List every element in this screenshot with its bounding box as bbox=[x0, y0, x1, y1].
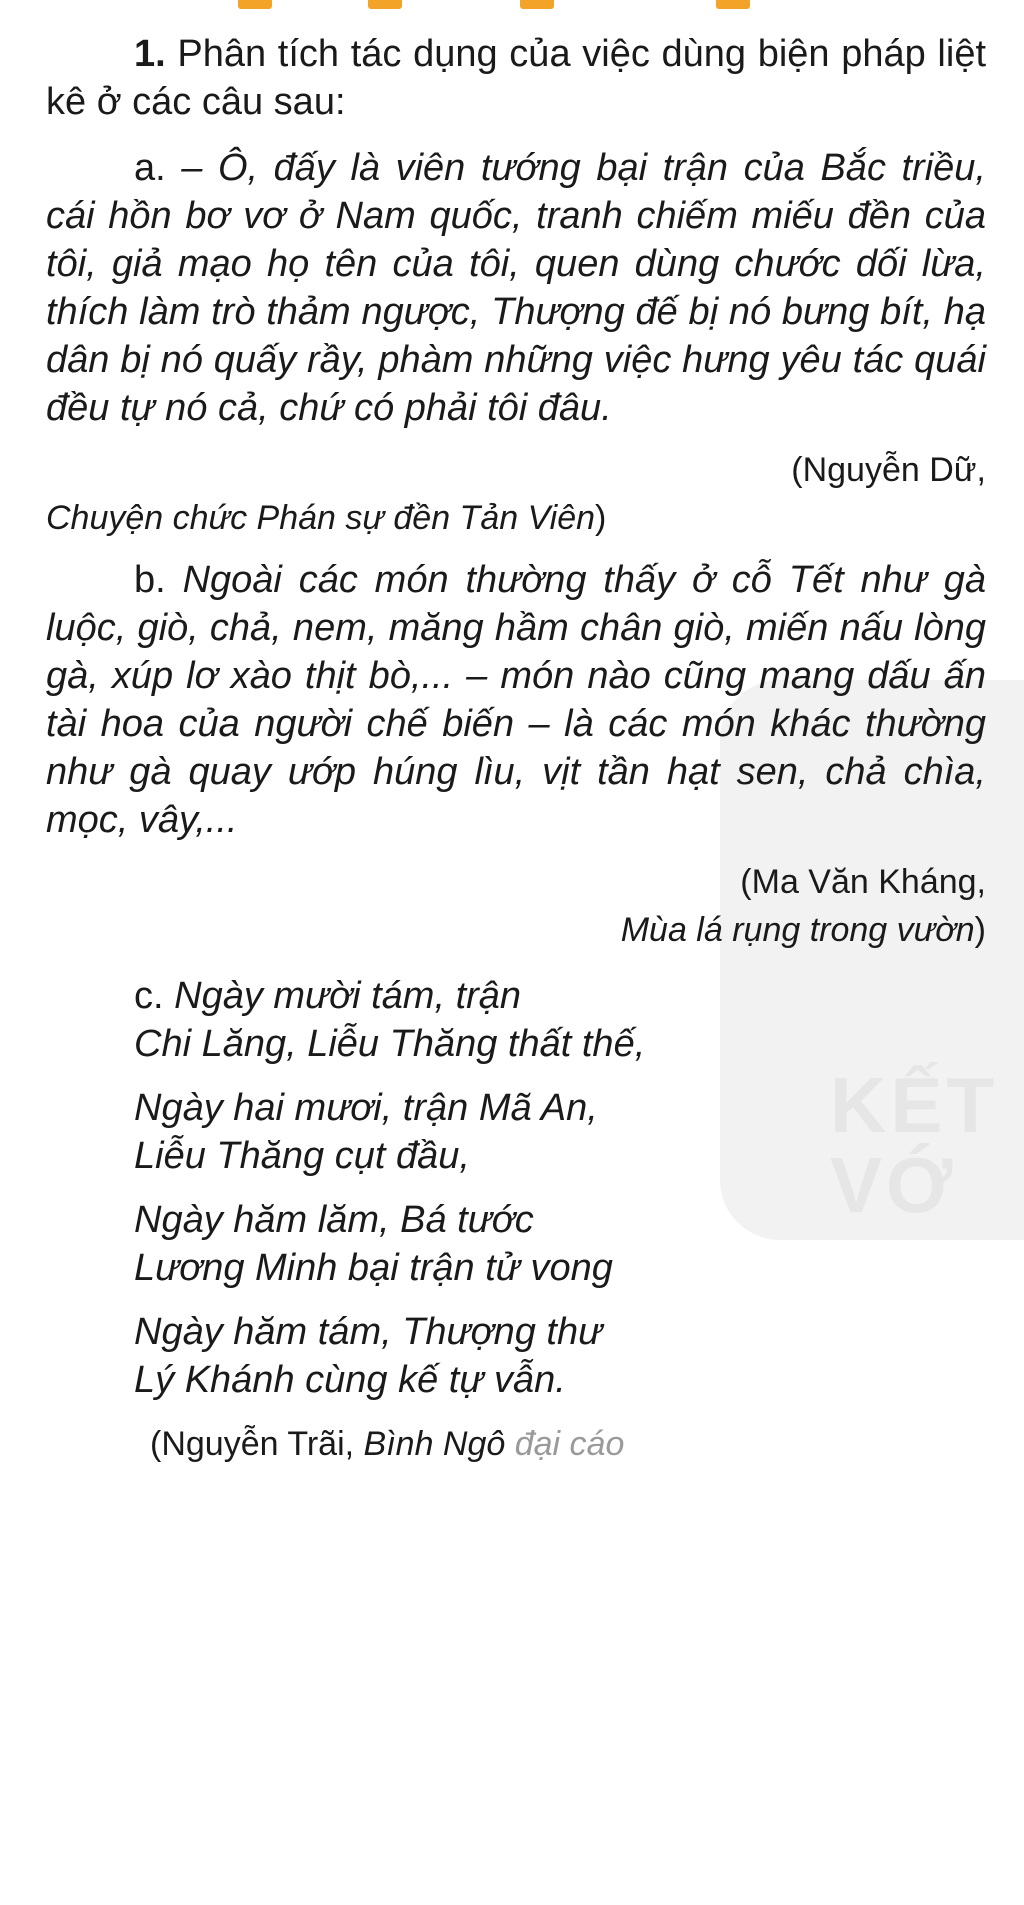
top-decoration bbox=[0, 0, 1024, 12]
excerpt-b-source-close: ) bbox=[974, 911, 986, 949]
excerpt-b-source bbox=[46, 858, 986, 954]
excerpt-a-text: – Ô, đấy là viên tướng bại trận của Bắc triều, cái hồn bơ vơ ở Nam quốc, tranh chiếm miếu đền của tôi, giả mạo họ tên của tôi, quen dùng chước dối lừa, thích làm trò thảm ngược, Thượng đế bị nó bưng bít, hạ dân bị nó quấy rầy, phàm những việc hưng yêu tác quái đều tự nó cả, chứ có phải tôi đâu. bbox=[46, 147, 986, 429]
poem-line: Ngày hai mươi, trận Mã An, bbox=[134, 1087, 598, 1129]
task-instruction bbox=[46, 30, 986, 126]
excerpt-a bbox=[46, 144, 986, 432]
decoration-segment bbox=[716, 0, 750, 9]
watermark-text-line1: KẾT bbox=[830, 1061, 998, 1149]
decoration-segment bbox=[520, 0, 554, 9]
decoration-segment bbox=[368, 0, 402, 9]
excerpt-a-source-close: ) bbox=[595, 499, 607, 537]
excerpt-c-work-faded: đại cáo bbox=[505, 1425, 625, 1463]
excerpt-a-author: (Nguyễn Dữ, bbox=[791, 451, 986, 489]
excerpt-c-author: (Nguyễn Trãi, bbox=[150, 1425, 364, 1463]
page-content bbox=[46, 30, 986, 1468]
task-number: 1. bbox=[134, 33, 166, 75]
poem-line: c. Ngày mười tám, trận bbox=[134, 975, 522, 1017]
poem-stanza bbox=[134, 1308, 986, 1404]
excerpt-b-work: Mùa lá rụng trong vườn bbox=[620, 911, 975, 949]
excerpt-b-author: (Ma Văn Kháng, bbox=[740, 863, 986, 901]
poem-line: Lương Minh bại trận tử vong bbox=[134, 1247, 613, 1289]
poem-line: Ngày hăm lăm, Bá tước bbox=[134, 1199, 534, 1241]
poem-stanza bbox=[134, 1196, 986, 1292]
decoration-segment bbox=[238, 0, 272, 9]
poem-line: Ngày hăm tám, Thượng thư bbox=[134, 1311, 603, 1353]
watermark-text-line2: VỚ bbox=[830, 1141, 957, 1229]
task-text: Phân tích tác dụng của việc dùng biện pháp liệt kê ở các câu sau: bbox=[46, 33, 987, 123]
poem-line: Liễu Thăng cụt đầu, bbox=[134, 1135, 470, 1177]
excerpt-b bbox=[46, 556, 986, 844]
excerpt-c-poem bbox=[134, 972, 986, 1404]
poem-line: Chi Lăng, Liễu Thăng thất thế, bbox=[134, 1023, 646, 1065]
excerpt-a-work: Chuyện chức Phán sự đền Tản Viên bbox=[46, 499, 596, 537]
excerpt-c-source bbox=[150, 1420, 986, 1468]
poem-stanza bbox=[134, 1084, 986, 1180]
excerpt-b-text: Ngoài các món thường thấy ở cỗ Tết như gà luộc, giò, chả, nem, măng hầm chân giò, miến nấu lòng gà, xúp lơ xào thịt bò,... – món nào cũng mang dấu ấn tài hoa của người chế biến – là các món khác thường như gà quay ướp húng lìu, vịt tần hạt sen, chả chìa, mọc, vây,... bbox=[46, 559, 987, 841]
excerpt-c-label: c. bbox=[134, 975, 164, 1017]
excerpt-a-source bbox=[46, 446, 986, 542]
poem-line: Lý Khánh cùng kế tự vẫn. bbox=[134, 1359, 566, 1401]
poem-stanza bbox=[134, 972, 986, 1068]
excerpt-c-work: Bình Ngô bbox=[363, 1425, 506, 1463]
excerpt-b-label: b. bbox=[134, 559, 166, 601]
excerpt-a-label: a. bbox=[134, 147, 166, 189]
